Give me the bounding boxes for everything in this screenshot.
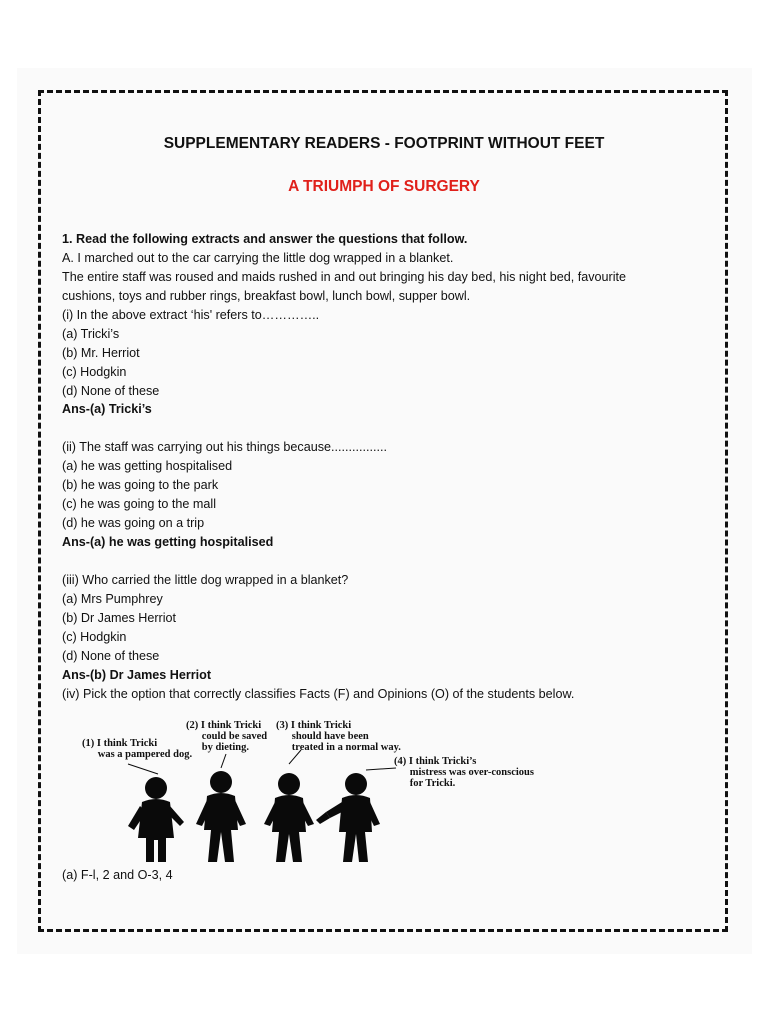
student-3-icon [264,773,314,862]
option: (c) Hodgkin [62,364,127,379]
student-1-icon [128,777,184,862]
caption-4: (4) I think Tricki’s mistress was over-conscious for Tricki. [394,756,534,789]
student-2-icon [196,771,246,862]
chapter-title: A TRIUMPH OF SURGERY [288,178,480,195]
option: (b) he was going to the park [62,478,219,493]
student-4-icon [316,773,380,862]
answer: Ans-(a) Tricki’s [62,402,152,417]
students-silhouettes [76,712,546,862]
students-illustration [76,712,546,862]
answer: Ans-(a) he was getting hospitalised [62,535,274,549]
question-text: (i) In the above extract ‘his' refers to………….. [62,307,320,322]
option: (d) None of these [62,383,160,398]
question-body [62,230,702,703]
question-heading: 1. Read the following extracts and answer the questions that follow. [62,232,468,246]
option: (b) Dr James Herriot [62,610,177,625]
extract-line: cushions, toys and rubber rings, breakfast bowl, lunch bowl, supper bowl. [62,288,471,303]
option: (c) Hodgkin [62,629,127,644]
option: (c) he was going to the mall [62,497,216,512]
option: (b) Mr. Herriot [62,345,140,360]
caption-2: (2) I think Tricki could be saved by dieting. [186,720,268,753]
question-text: (ii) The staff was carrying out his things because................ [62,440,388,455]
caption-3: (3) I think Tricki should have been treated in a normal way. [276,720,401,753]
extract-line: A. I marched out to the car carrying the little dog wrapped in a blanket. [62,250,454,265]
spacer [62,419,702,438]
option: (a) F-l, 2 and O-3, 4 [62,868,173,882]
page-title: SUPPLEMENTARY READERS - FOOTPRINT WITHOUT FEET [163,135,605,152]
extract-line: The entire staff was roused and maids rushed in and out bringing his day bed, his night bed, favourite [62,269,627,284]
option: (a) Tricki’s [62,326,120,341]
question-text: (iv) Pick the option that correctly classifies Facts (F) and Opinions (O) of the students below. [62,686,575,701]
option: (a) he was getting hospitalised [62,459,233,474]
option: (d) None of these [62,648,160,663]
spacer [62,552,702,571]
question-text: (iii) Who carried the little dog wrapped in a blanket? [62,572,349,587]
option: (d) he was going on a trip [62,516,205,531]
answer: Ans-(b) Dr James Herriot [62,667,212,682]
caption-1: (1) I think Tricki was a pampered dog. [82,738,193,760]
option: (a) Mrs Pumphrey [62,591,163,606]
